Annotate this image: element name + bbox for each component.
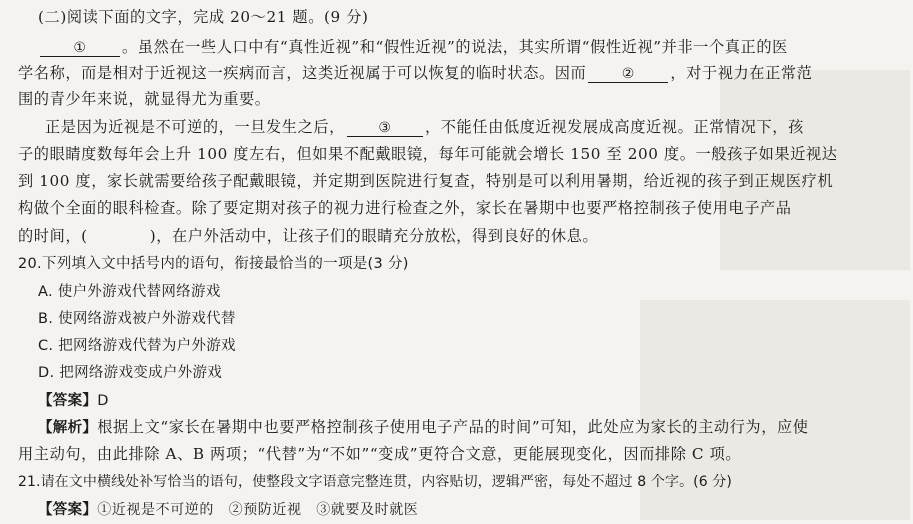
bleed-through-shadow [720, 70, 910, 270]
passage-line: 到 100 度，家长就需要给孩子配戴眼镜，并定期到医院进行复查，特别是可以利用暑期，给近视的孩子到正规医疗机 [18, 172, 834, 190]
option-d: D. 把网络游戏变成户外游戏 [38, 365, 223, 381]
fill-blank-2: ② [588, 65, 668, 83]
option-b: B. 使网络游戏被户外游戏代替 [38, 311, 236, 327]
q20-analysis-cont: 用主动句，由此排除 A、B 两项；“代替”为“不如”“变成”更符合文意，更能展现变化，因而排除 C 项。 [18, 445, 742, 463]
q20-analysis: 【解析】根据上文“家长在暑期中也要严格控制孩子使用电子产品的时间”可知，此处应为家长的主动行为，应使 [38, 418, 809, 436]
passage-line: 正是因为近视是不可逆的，一旦发生之后， ③ ，不能任由低度近视发展成高度近视。正常情况下，孩 [45, 118, 804, 136]
answer-value: ①近视是不可逆的 ②预防近视 ③就要及时就医 [97, 502, 419, 518]
answer-label: 【答案】 [38, 393, 98, 409]
option-a: A. 使户外游戏代替网络游戏 [38, 284, 221, 300]
answer-value: D [97, 393, 109, 409]
passage-line: 的时间，( )，在户外活动中，让孩子们的眼睛充分放松，得到良好的休息。 [18, 227, 599, 245]
section-header: (二)阅读下面的文字，完成 20～21 题。(9 分) [38, 8, 369, 26]
passage-line: 子的眼睛度数每年会上升 100 度左右，但如果不配戴眼镜，每年可能就会增长 150 至 200 度。一般孩子如果近视达 [18, 145, 838, 163]
passage-line: 围的青少年来说，就显得尤为重要。 [18, 90, 271, 108]
cropped-previous-line [28, 0, 188, 2]
passage-line: 构做个全面的眼科检查。除了要定期对孩子的视力进行检查之外，家长在暑期中也要严格控制孩子使用电子产品 [18, 199, 792, 217]
analysis-label: 【解析】 [38, 420, 98, 436]
fill-blank-1: ① [40, 39, 120, 57]
answer-label: 【答案】 [38, 502, 98, 518]
passage-line: ① 。虽然在一些人口中有“真性近视”和“假性近视”的说法，其实所谓“假性近视”并非一个真正的医 [38, 38, 788, 57]
passage-line: 学名称，而是相对于近视这一疾病而言，这类近视属于可以恢复的临时状态。因而 ② ，对于视力在正常范 [18, 64, 813, 82]
option-c: C. 把网络游戏代替为户外游戏 [38, 338, 236, 354]
question-21-stem: 21.请在文中横线处补写恰当的语句，使整段文字语意完整连贯，内容贴切，逻辑严密，每处不超过 8 个字。(6 分) [18, 474, 732, 490]
question-20-stem: 20.下列填入文中括号内的语句，衔接最恰当的一项是(3 分) [18, 256, 409, 272]
q21-answer [38, 500, 418, 519]
fill-blank-3: ③ [347, 119, 423, 137]
q20-answer [38, 391, 109, 410]
